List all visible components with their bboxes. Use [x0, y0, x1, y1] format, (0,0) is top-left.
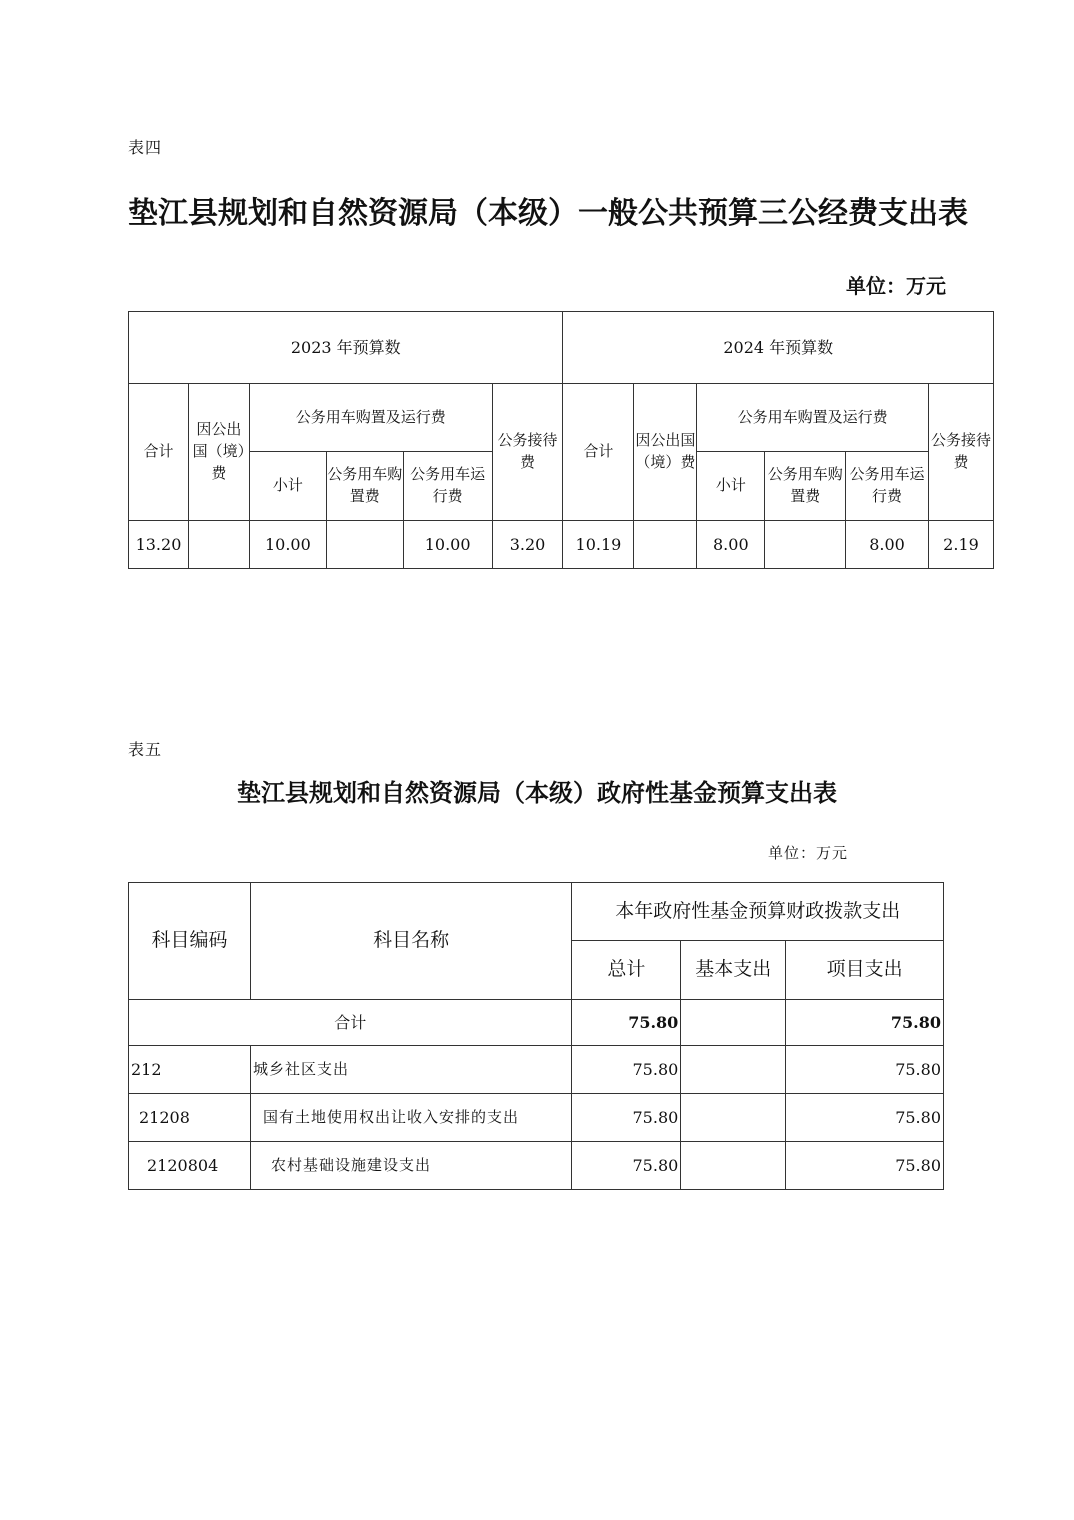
table4-value-operation-2023: 10.00 [403, 520, 492, 568]
table5-row-project: 75.80 [786, 1046, 944, 1094]
table4-value-subtotal-2024: 8.00 [697, 520, 765, 568]
table4-group-2023: 2023 年预算数 [129, 312, 563, 384]
table5-row-total: 75.80 [572, 1094, 681, 1142]
table4-unit: 单位：万元 [846, 274, 946, 298]
table5-row-project: 75.80 [786, 1142, 944, 1190]
table4-value-total-2023: 13.20 [129, 520, 189, 568]
table4-value-total-2024: 10.19 [563, 520, 634, 568]
table5-row-basic [681, 1094, 786, 1142]
table4-header-vehicle-2024: 公务用车购置及运行费 [697, 384, 929, 451]
table5-row-total: 75.80 [572, 1142, 681, 1190]
table-row [129, 1046, 944, 1094]
table5-row-basic [681, 1046, 786, 1094]
table4-header-subtotal-2023: 小计 [249, 451, 326, 520]
table5-header-project: 项目支出 [786, 941, 944, 1000]
table5-header-code: 科目编码 [129, 883, 251, 1000]
table4-header-purchase-2024: 公务用车购置费 [765, 451, 846, 520]
table4-value-purchase-2023 [326, 520, 403, 568]
table4-header-abroad-2024: 因公出国（境）费 [634, 384, 697, 521]
table5-header-name: 科目名称 [250, 883, 571, 1000]
table4-title: 垫江县规划和自然资源局（本级）一般公共预算三公经费支出表 [128, 196, 968, 231]
table5-row-name: 农村基础设施建设支出 [250, 1142, 571, 1190]
table5-row-project: 75.80 [786, 1094, 944, 1142]
table5-row-code: 2120804 [129, 1142, 251, 1190]
table-row [129, 1094, 944, 1142]
table5-row-name: 国有土地使用权出让收入安排的支出 [250, 1094, 571, 1142]
table5-header-basic: 基本支出 [681, 941, 786, 1000]
table5-header-group: 本年政府性基金预算财政拨款支出 [572, 883, 944, 941]
table4-label: 表四 [128, 138, 163, 157]
table4-group-2024: 2024 年预算数 [563, 312, 994, 384]
table5-row-basic [681, 1142, 786, 1190]
table4-header-reception-2024: 公务接待费 [928, 384, 993, 521]
table4-value-reception-2023: 3.20 [492, 520, 563, 568]
table4-three-public-expenses [128, 311, 994, 569]
table4-value-abroad-2024 [634, 520, 697, 568]
table4-value-abroad-2023 [188, 520, 249, 568]
table5-sum-project: 75.80 [786, 1000, 944, 1046]
table5-row-name: 城乡社区支出 [250, 1046, 571, 1094]
table4-header-operation-2023: 公务用车运行费 [403, 451, 492, 520]
table5-sum-basic [681, 1000, 786, 1046]
table4-value-operation-2024: 8.00 [846, 520, 929, 568]
table5-row-code: 212 [129, 1046, 251, 1094]
table5-sum-total: 75.80 [572, 1000, 681, 1046]
table4-header-total-2024: 合计 [563, 384, 634, 521]
table4-header-reception-2023: 公务接待费 [492, 384, 563, 521]
table5-sum-label: 合计 [129, 1000, 572, 1046]
table4-value-purchase-2024 [765, 520, 846, 568]
table4-header-operation-2024: 公务用车运行费 [846, 451, 929, 520]
table4-header-subtotal-2024: 小计 [697, 451, 765, 520]
table5-row-total: 75.80 [572, 1046, 681, 1094]
table4-value-subtotal-2023: 10.00 [249, 520, 326, 568]
table4-header-total-2023: 合计 [129, 384, 189, 521]
table4-header-abroad-2023: 因公出国（境）费 [188, 384, 249, 521]
table5-row-code: 21208 [129, 1094, 251, 1142]
table5-label: 表五 [128, 740, 163, 759]
table4-value-reception-2024: 2.19 [928, 520, 993, 568]
table-row [129, 1142, 944, 1190]
table4-header-vehicle-2023: 公务用车购置及运行费 [249, 384, 492, 451]
table5-unit: 单位：万元 [768, 844, 849, 862]
table5-header-total: 总计 [572, 941, 681, 1000]
table5-government-fund-expenditure [128, 882, 944, 1190]
table5-title: 垫江县规划和自然资源局（本级）政府性基金预算支出表 [237, 778, 837, 807]
table4-header-purchase-2023: 公务用车购置费 [326, 451, 403, 520]
